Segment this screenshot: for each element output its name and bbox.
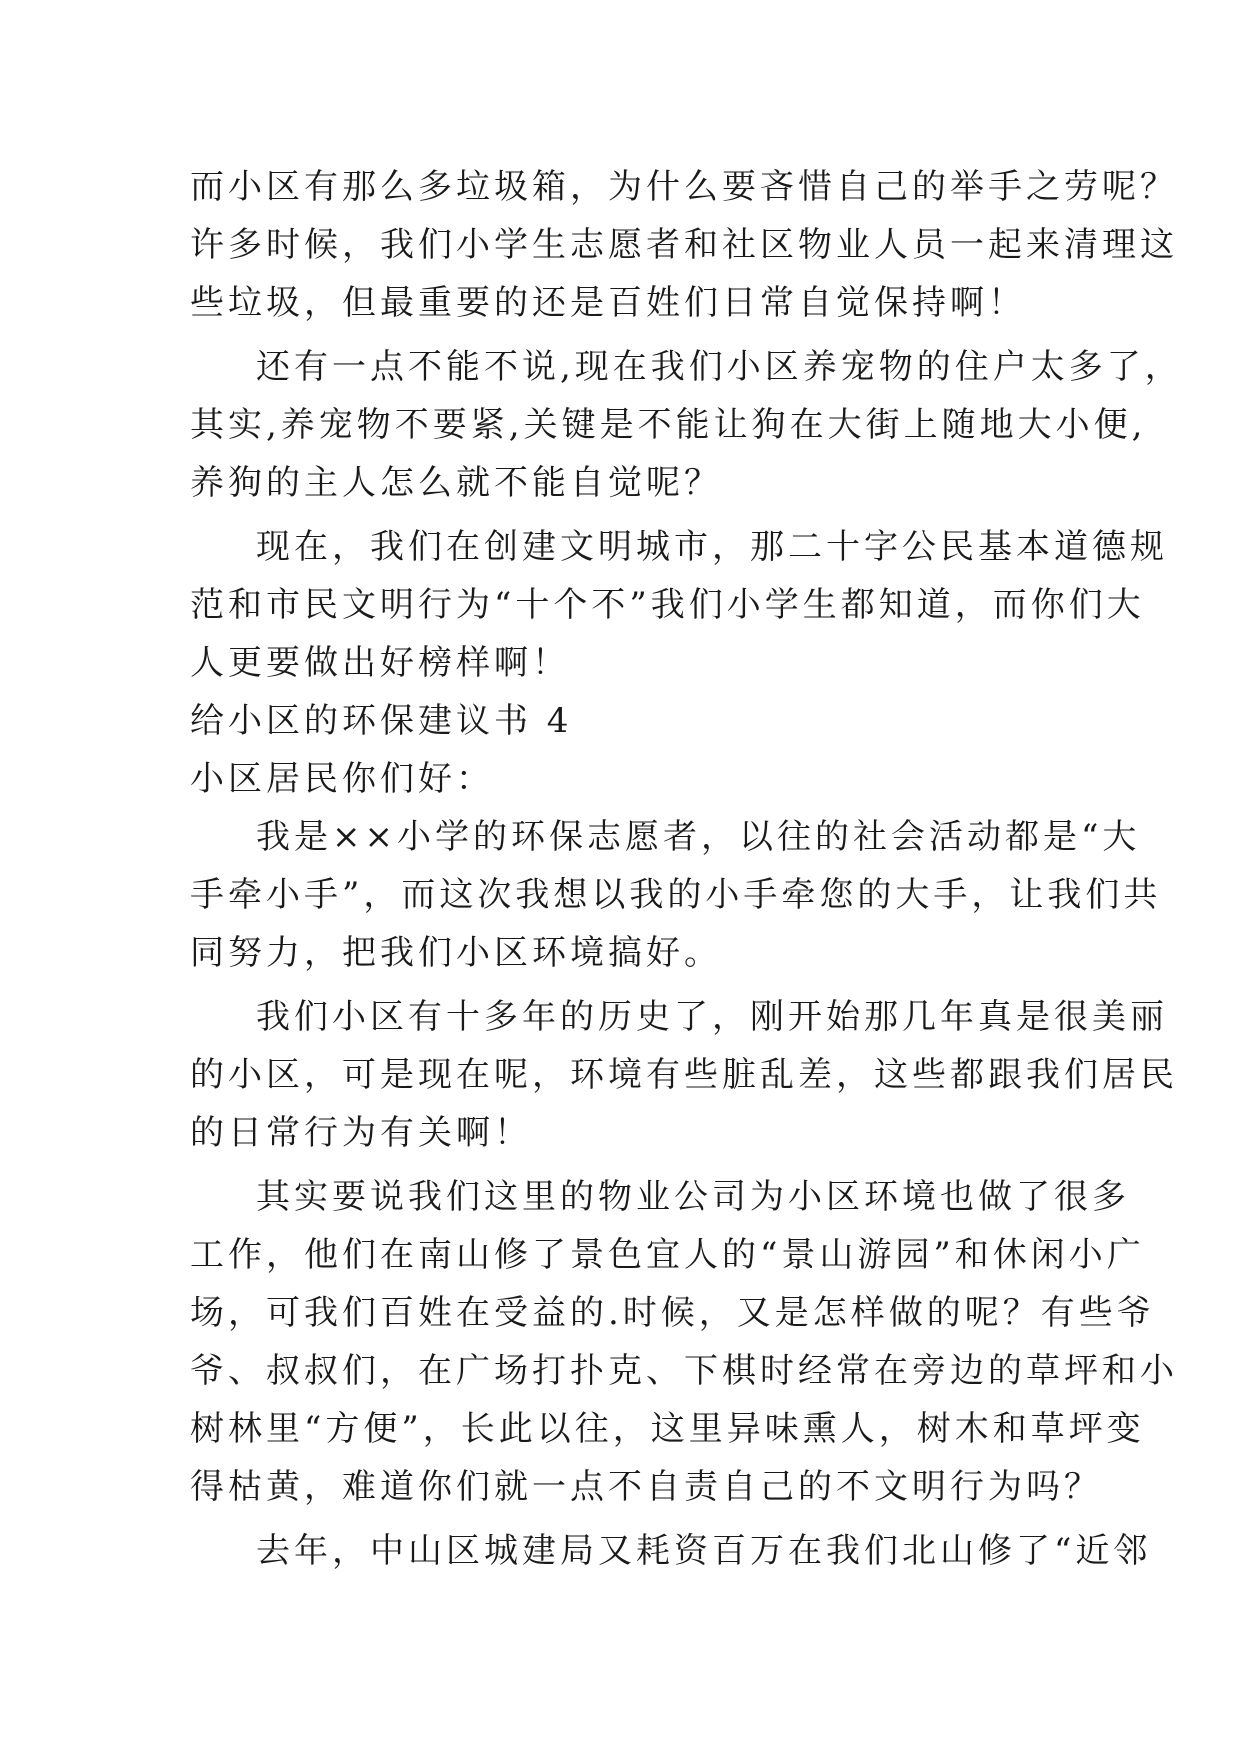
paragraph-line: 的小区，可是现在呢，环境有些脏乱差，这些都跟我们居民 [190,1055,1178,1095]
paragraph-line: 而小区有那么多垃圾箱，为什么要吝惜自己的举手之劳呢？ [190,167,1178,207]
paragraph-line: 养狗的主人怎么就不能自觉呢？ [190,463,722,503]
paragraph-line: 的日常行为有关啊！ [190,1113,532,1153]
paragraph-line: 人更要做出好榜样啊！ [190,643,570,683]
salutation: 小区居民你们好： [190,759,494,799]
paragraph-line: 其实,养宠物不要紧,关键是不能让狗在大街上随地大小便, [190,405,1147,445]
paragraph-line: 树林里“方便”，长此以往，这里异味熏人，树木和草坪变 [190,1409,1145,1449]
document-body [190,158,1183,1580]
paragraph-line: 工作，他们在南山修了景色宜人的“景山游园”和休闲小广 [190,1235,1145,1275]
paragraph-line: 些垃圾，但最重要的还是百姓们日常自觉保持啊！ [190,283,1026,323]
paragraph-line: 我们小区有十多年的历史了，刚开始那几年真是很美丽 [256,997,1168,1037]
paragraph-line: 场，可我们百姓在受益的.时候，又是怎样做的呢？有些爷 [190,1293,1155,1333]
paragraph-line: 范和市民文明行为“十个不”我们小学生都知道，而你们大 [190,585,1145,625]
paragraph-line: 现在，我们在创建文明城市，那二十字公民基本道德规 [256,527,1168,567]
paragraph-line: 其实要说我们这里的物业公司为小区环境也做了很多 [256,1177,1130,1217]
paragraph-line: 得枯黄，难道你们就一点不自责自己的不文明行为吗？ [190,1467,1102,1507]
section-title: 给小区的环保建议书 4 [190,701,573,741]
paragraph-line: 许多时候，我们小学生志愿者和社区物业人员一起来清理这 [190,225,1178,265]
paragraph-line: 爷、叔叔们，在广场打扑克、下棋时经常在旁边的草坪和小 [190,1351,1178,1391]
paragraph-line: 还有一点不能不说,现在我们小区养宠物的住户太多了， [256,347,1183,387]
paragraph-line: 手牵小手”，而这次我想以我的小手牵您的大手，让我们共 [190,875,1162,915]
paragraph-line: 同努力，把我们小区环境搞好。 [190,933,722,973]
paragraph-line: 去年，中山区城建局又耗资百万在我们北山修了“近邻 [256,1531,1152,1571]
paragraph-line: 我是××小学的环保志愿者，以往的社会活动都是“大 [256,817,1141,857]
